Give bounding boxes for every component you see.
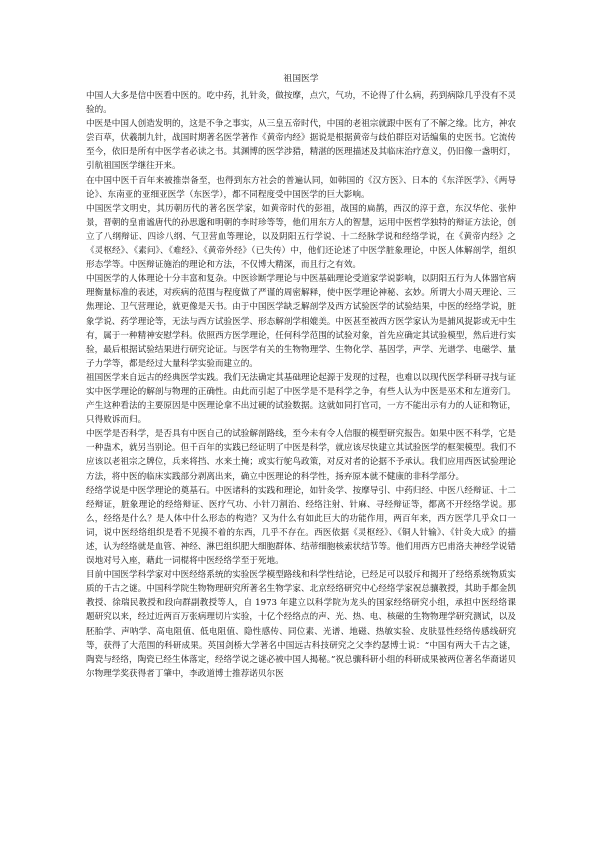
- document-page: [86, 72, 516, 681]
- paragraph-meridian-theory: 经络学说是中医学理论的奠基石。中医诸科的实践和理论，如针灸学、按摩导引、中药归经、中医八经辩证、十二经辩证，脏象理论的经络辩证、医疗气功、小针刀割治、经络注射、针麻、寻经辩证等，都离不开经络学说。那么，经络是什么？是人体中什么形态的构造？又为什么有如此巨大的功能作用，两百年来，西方医学几乎众口一词，说中医经络组织是看不见摸不着的东西，几乎不存在。西医依据《灵枢经》、《铜人针输》、《针灸大成》的描述，认为经络就是血管、神经、淋巴组织肥大细胞群体、结蒂细胞核索状结节等。他们用西方巴甫洛夫神经学说错误地对号入座，藉此一词棍将中医经络学至于死地。: [86, 485, 516, 567]
- paragraph-classical-practice: 祖国医学来自远古的经典医学实践。我们无法确定其基础理论起源于发现的过程，也难以以现代医学科研寻找与证实中医学理论的解剖与物理的正确性。由此而引起了中医学是不是科学之争，有些人认为中医是巫术和左道旁门。产生这种看法的主要原因是中医理论拿不出过硬的试验数据。这就如同打官司，一方不能出示有力的人证和物证，只得败诉而归。: [86, 372, 516, 426]
- paragraph-history: 中国医学文明史，其历朝历代的著名医学家，如黄帝时代的彭祖，战国的扁鹊，西汉的淳于意，东汉华佗、张仲景，晋朝的皇甫谧唐代的孙思邈和明朝的李时珍等等，他们用东方人的智慧，运用中医哲学独特的辩证方法论，创立了八纲辩证、四诊八纲、气卫营血等理论，以及阴阳五行学说、十二经脉学说和经络学说，在《黄帝内经》之《灵枢经》、《素问》、《难经》、《黄帝外经》（已失传）中，他们还论述了中医学脏象理论，中医人体解剖学，组织形态学等。中医辩证施治的理论和方法，不仅博大精深，而且行之有效。: [86, 203, 516, 271]
- paragraph-research: 目前中国医学科学家对中医经络系统的实验医学模型路线和科学性结论，已经足可以驳斥和揭开了经络系统物质实质的千古之谜。中国科学院生物物理研究所著名生物学家、北京经络研究中心经络学家祝总骧教授，其助手都金凯教授、徐瑞民教授和段向群副教授等人，自 1973 年建立以科学院为龙头的国家经络研究小组，承担中医经络课题研究以来，经过近两百万张病理切片实验，十亿个经络点的声、光、热、电、核磁的生物物理学研究测试，以及胚胎学、声呐学、高电阻值、低电阻值、隐性感传、同位素、光谱、地磁、热敏实验、皮肤显性经络传感线研究等，获得了大范围的科研成果。英国剑桥大学著名中国远古科技研究之父李约瑟博士说：“中国有两大千古之谜，陶瓷与经络，陶瓷已经生体落定，经络学说之谜必被中国人揭秘。”祝总骧科研小组的科研成果被两位著名华裔诺贝尔物理学奖获得者丁肇中，李政道博士推荐诺贝尔医: [86, 570, 516, 679]
- paragraph-scientific: 中医学是否科学，是否具有中医自己的试验解剖路线，至今未有令人信服的模型研究报告。如果中医不科学，它是一种蛊术，就另当别论。但千百年的实践已经证明了中医是科学，就应该尽快建立其试验医学的框架模型。我们不应该以老祖宗之牌位，兵来将挡、水来土掩；或实行鸵鸟政策，对反对者的论据不予承认。我们应用西医试验理论方法，将中医的临床实践部分剥离出来，确立中医理论的科学性，扬弃原本就不健康的非科学部分。: [86, 429, 516, 482]
- paragraph-influence: 在中国中医千百年来被推崇备至，也得到东方社会的普遍认同，如韩国的《汉方医》、日本的《东洋医学》、《两导论》、东南亚的亚细亚医学（东医学），都不同程度受中国医学的巨大影响。: [86, 175, 516, 200]
- paragraph-origin: 中医是中国人创造发明的，这是不争之事实，从三皇五帝时代，中国的老祖宗就跟中医有了不解之缘。比方，神农尝百草，伏羲制九针，战国时期著名医学著作《黄帝内经》据说是根据黄帝与歧伯群臣对话编集的史医书。它流传至今，依旧是所有中医学者必读之书。其渊博的医学涉猎，精湛的医理描述及其临床治疗意义，仍旧像一盏明灯，引航祖国医学继往开来。: [86, 119, 516, 172]
- paragraph-body-theory: 中国医学的人体理论十分丰富和复杂。中医诊断学理论与中医基础理论受道家学说影响，以阴阳五行为人体器官病理衡量标准的表述，对疾病的范围与程度做了严谨的周密解释，使中医学理论神秘、玄妙。所谓大小周天理论、三焦理论、卫气营理论，就更像是天书。由于中国医学缺乏解剖学及西方试验医学的试验结果，中医的经络学说，脏象学说、药学理论等，无法与西方试验医学、形态解剖学相媲美。中医甚至被西方医学家认为是捕风捉影或无中生有，属于一种精神安慰学科。依照西方医学理论，任何科学范围的试验对象，首先应确定其试验模型，然后进行实验，最后根据试验结果进行研究论证。与医学有关的生物物理学、生物化学、基因学，声学、光谱学、电磁学、量子力学等，都是经过大量科学实验而建立的。: [86, 274, 516, 369]
- document-title: 祖国医学: [283, 74, 319, 84]
- paragraph-intro: 中国人大多是信中医看中医的。吃中药，扎针灸，做按摩，点穴，气功，不论得了什么病，药到病除几乎没有不灵验的。: [86, 91, 516, 116]
